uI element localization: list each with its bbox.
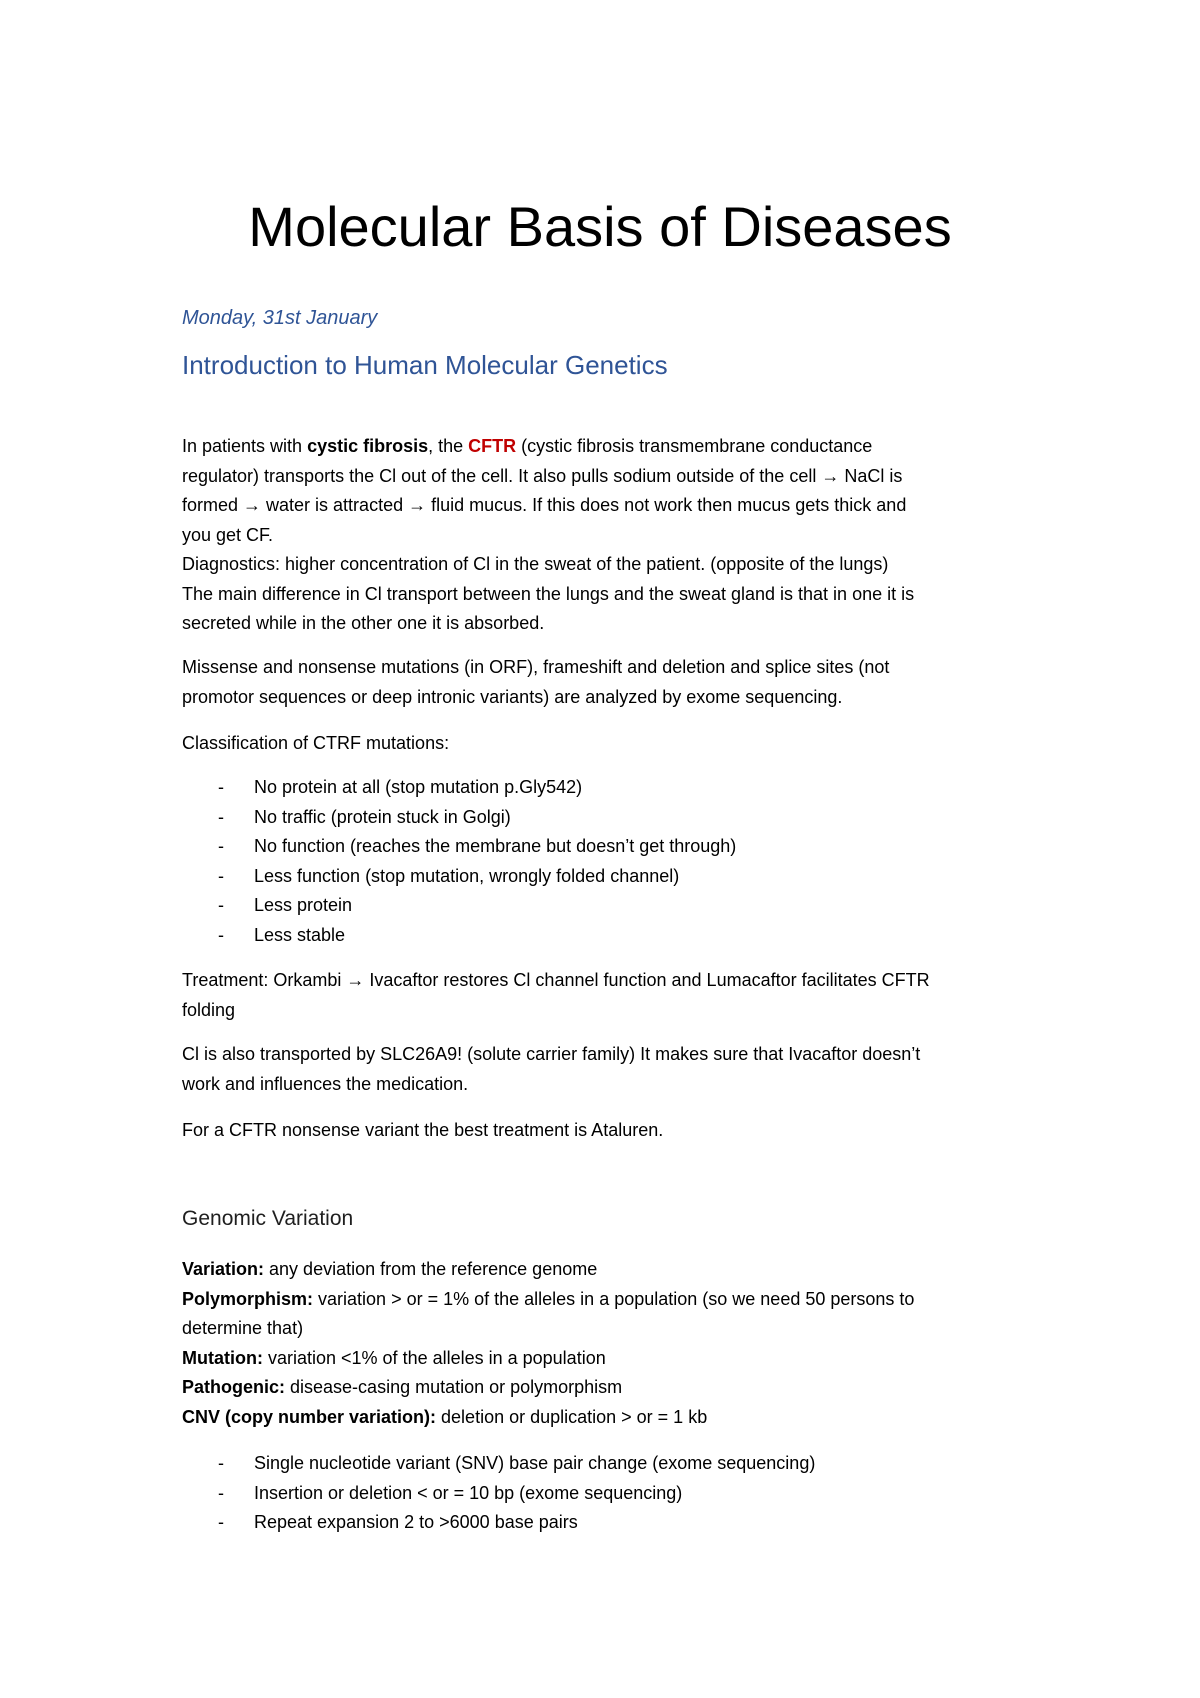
list-item xyxy=(182,1508,1042,1538)
dash-bullet: - xyxy=(218,806,224,827)
intro-line: The main difference in Cl transport between the lungs and the sweat gland is that in one it is xyxy=(182,583,915,604)
dash-bullet: - xyxy=(218,1512,224,1532)
list-item-text: Less protein xyxy=(254,895,353,915)
list-item xyxy=(182,1479,1042,1509)
variant-list xyxy=(182,1449,1042,1538)
paragraph-line: work and influences the medication. xyxy=(182,1073,469,1094)
text-run: (cystic fibrosis transmembrane conductance xyxy=(516,436,873,456)
arrow-icon: → xyxy=(346,970,365,990)
text-run: , the xyxy=(428,436,469,456)
paragraph-line: For a CFTR nonsense variant the best treatment is Ataluren. xyxy=(182,1120,664,1140)
list-item xyxy=(182,1449,1042,1479)
text-run: Treatment: Orkambi xyxy=(182,970,347,990)
list-item-text: Repeat expansion 2 to >6000 base pairs xyxy=(254,1512,578,1532)
definitions-block xyxy=(182,1255,1042,1432)
text-run: formed xyxy=(182,495,244,515)
list-item-text: Less function (stop mutation, wrongly folded channel) xyxy=(254,865,680,886)
list-item-text: No function (reaches the membrane but doesn’t get through) xyxy=(254,836,737,856)
dash-bullet: - xyxy=(218,924,224,945)
dash-bullet: - xyxy=(218,777,224,797)
treatment-paragraph xyxy=(182,966,1042,1025)
definition-text: deletion or duplication > or = 1 kb xyxy=(436,1406,708,1427)
classification-label xyxy=(182,729,1042,759)
definition-text: variation <1% of the alleles in a population xyxy=(262,1347,606,1368)
arrow-icon: → xyxy=(821,465,840,486)
paragraph-line: Classification of CTRF mutations: xyxy=(182,733,450,753)
section-heading-intro: Introduction to Human Molecular Genetics xyxy=(182,350,668,380)
nonsense-paragraph xyxy=(182,1116,1042,1146)
paragraph-line: Cl is also transported by SLC26A9! (solute carrier family) It makes sure that Ivacaftor doesn’t xyxy=(182,1044,921,1064)
text-run: fluid mucus. If this does not work then mucus gets thick and xyxy=(426,495,907,515)
intro-line xyxy=(182,462,1042,492)
section-heading-genomic-variation: Genomic Variation xyxy=(182,1207,354,1230)
definition-text: any deviation from the reference genome xyxy=(264,1259,598,1279)
list-item xyxy=(182,773,1042,803)
list-item-text: Single nucleotide variant (SNV) base pair change (exome sequencing) xyxy=(254,1453,816,1473)
intro-line: Diagnostics: higher concentration of Cl in the sweat of the patient. (opposite of the lungs) xyxy=(182,554,889,574)
list-item xyxy=(182,891,1042,921)
paragraph-line xyxy=(182,966,1042,996)
text-run: Ivacaftor restores Cl channel function and Lumacaftor facilitates CFTR xyxy=(364,970,930,990)
definition-term: Pathogenic: xyxy=(182,1377,286,1397)
definition-line xyxy=(182,1344,1042,1374)
list-item xyxy=(182,862,1042,892)
intro-paragraph xyxy=(182,432,1042,639)
lecture-date: Monday, 31st January xyxy=(182,307,378,329)
classification-list xyxy=(182,773,1042,950)
list-item xyxy=(182,921,1042,951)
missense-paragraph xyxy=(182,653,1042,712)
definition-term: Variation: xyxy=(182,1259,265,1279)
dash-bullet: - xyxy=(218,1453,224,1473)
list-item xyxy=(182,832,1042,862)
paragraph-line: promotor sequences or deep intronic variants) are analyzed by exome sequencing. xyxy=(182,686,843,707)
arrow-icon: → xyxy=(408,495,427,515)
dash-bullet: - xyxy=(218,1482,224,1503)
page-title: Molecular Basis of Diseases xyxy=(248,195,952,258)
intro-line: you get CF. xyxy=(182,524,274,545)
cftr-term: CFTR xyxy=(468,436,517,456)
intro-line xyxy=(182,432,1042,462)
slc-paragraph xyxy=(182,1040,1042,1099)
definition-term: CNV (copy number variation): xyxy=(182,1406,437,1427)
paragraph-line: Missense and nonsense mutations (in ORF), frameshift and deletion and splice sites (not xyxy=(182,657,890,677)
list-item-text: Less stable xyxy=(254,924,346,945)
list-item-text: No protein at all (stop mutation p.Gly542) xyxy=(254,777,583,797)
dash-bullet: - xyxy=(218,895,224,915)
list-item-text: No traffic (protein stuck in Golgi) xyxy=(254,806,511,827)
definition-line xyxy=(182,1255,1042,1285)
cystic-fibrosis-term: cystic fibrosis xyxy=(307,436,429,456)
definition-text: variation > or = 1% of the alleles in a population (so we need 50 persons to xyxy=(313,1288,915,1309)
definition-line xyxy=(182,1403,1042,1433)
intro-line: secreted while in the other one it is absorbed. xyxy=(182,613,545,633)
definition-term: Polymorphism: xyxy=(182,1288,314,1309)
text-run: regulator) transports the Cl out of the cell. It also pulls sodium outside of the cell xyxy=(182,465,822,486)
text-run: NaCl is xyxy=(839,465,903,486)
text-run: water is attracted xyxy=(261,495,409,515)
text-run: In patients with xyxy=(182,436,308,456)
list-item xyxy=(182,803,1042,833)
dash-bullet: - xyxy=(218,865,224,886)
paragraph-line: folding xyxy=(182,999,236,1020)
list-item-text: Insertion or deletion < or = 10 bp (exome sequencing) xyxy=(254,1482,683,1503)
definition-line xyxy=(182,1285,1042,1315)
definition-text: disease-casing mutation or polymorphism xyxy=(285,1377,623,1397)
definition-line: determine that) xyxy=(182,1318,304,1338)
definition-term: Mutation: xyxy=(182,1347,263,1368)
dash-bullet: - xyxy=(218,836,224,856)
arrow-icon: → xyxy=(243,495,262,515)
intro-line xyxy=(182,491,1042,521)
definition-line xyxy=(182,1373,1042,1403)
